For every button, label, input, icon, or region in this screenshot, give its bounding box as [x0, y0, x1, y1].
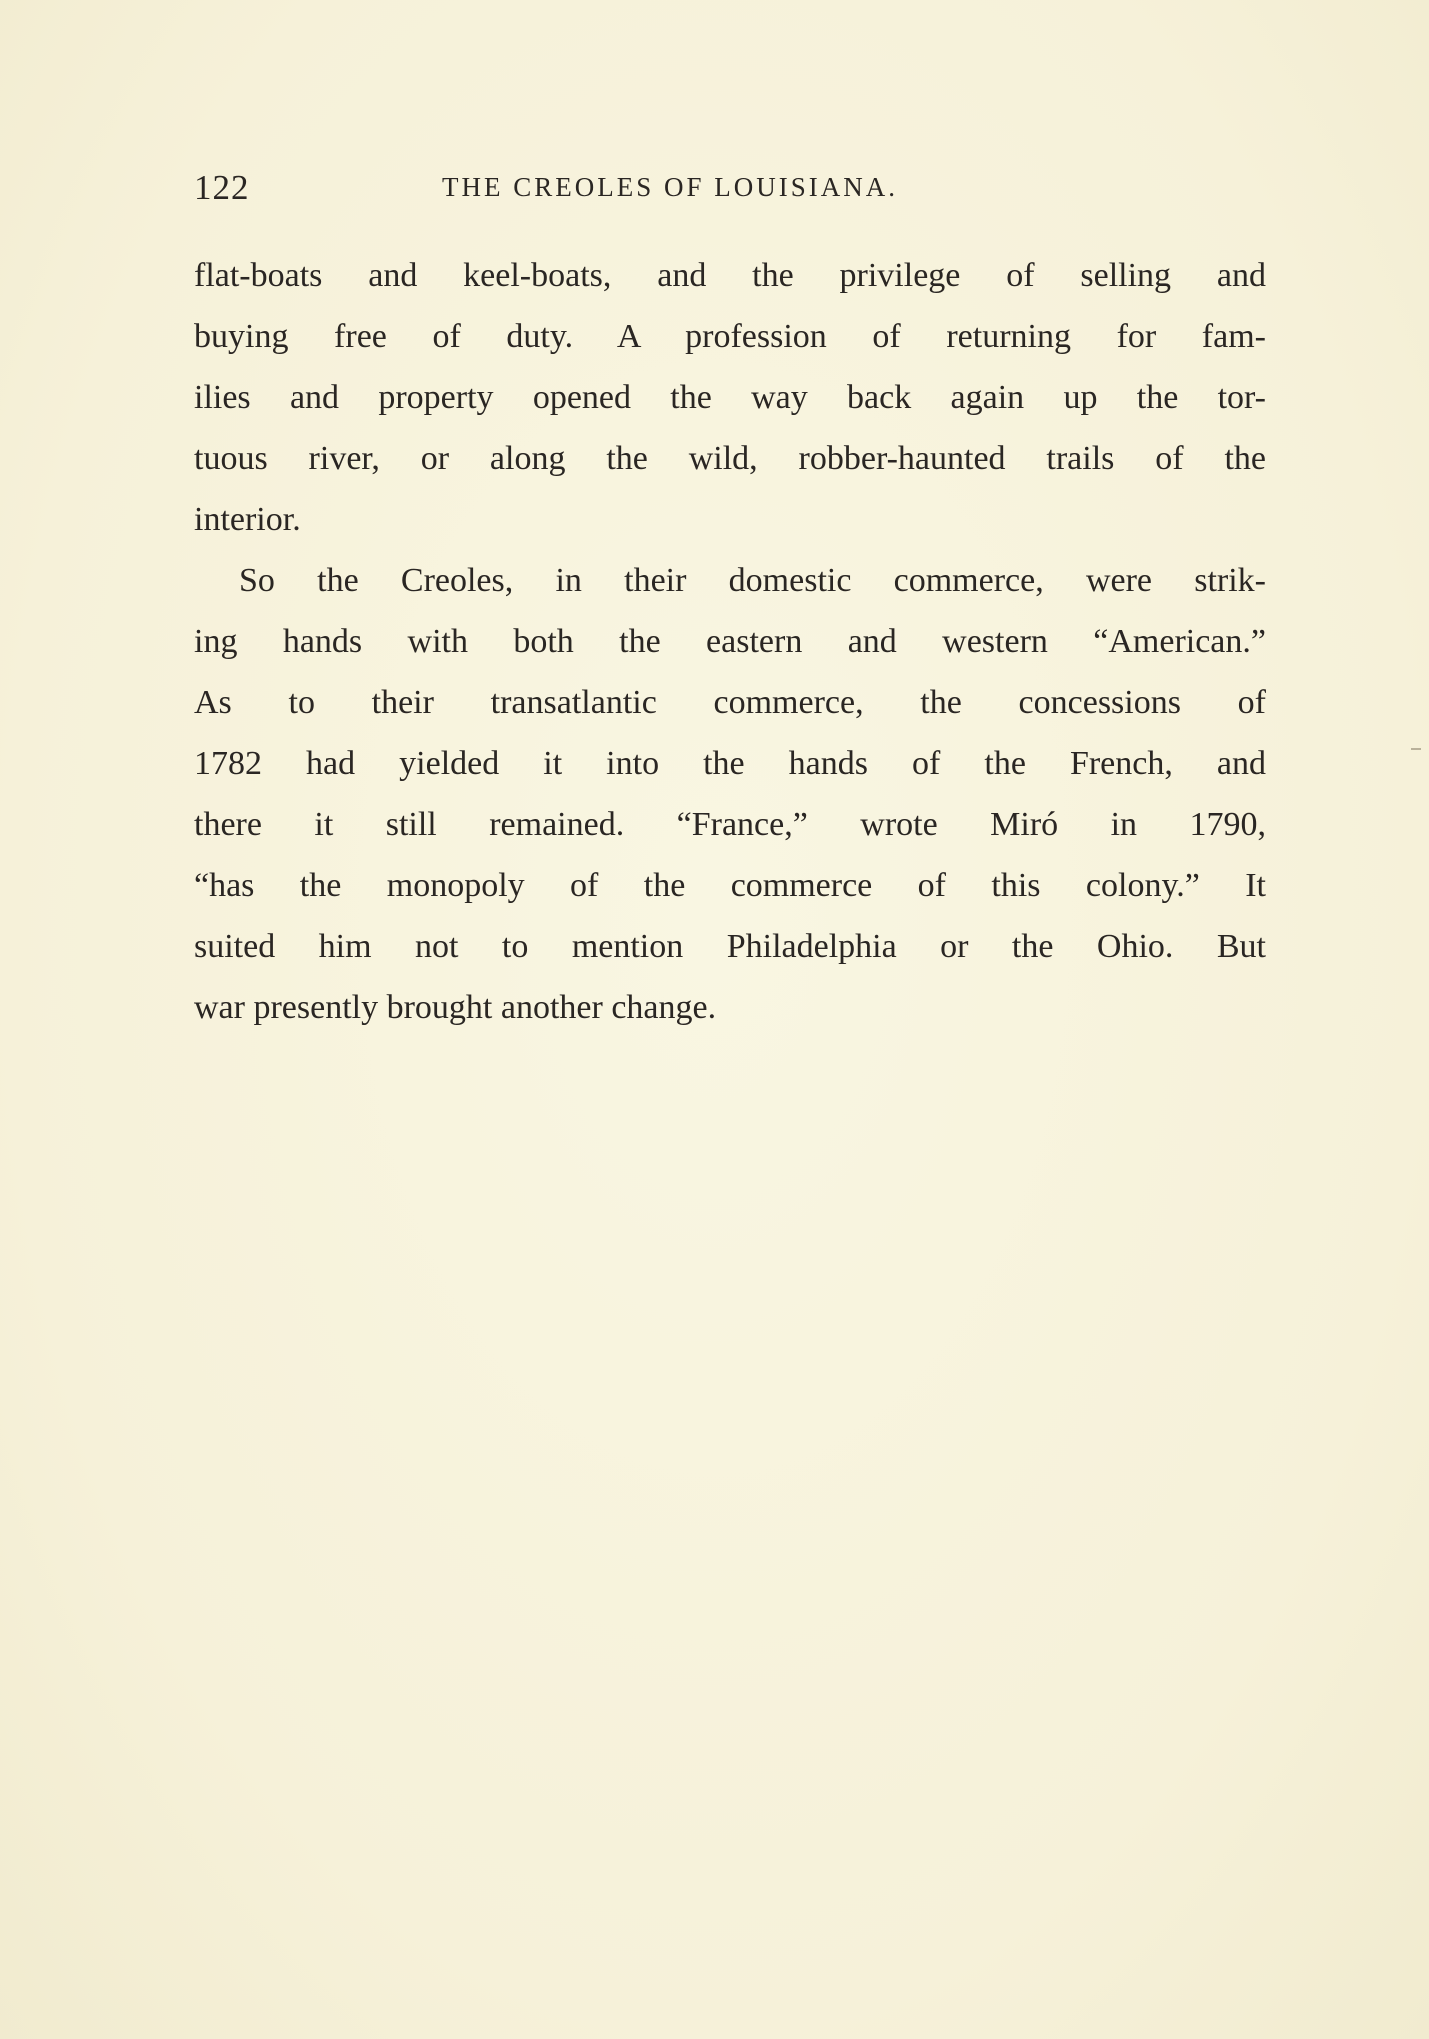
text-line: suited him not to mention Philadelphia or the Ohio. But: [194, 928, 1266, 965]
text-line: ing hands with both the eastern and western “American.”: [194, 623, 1266, 660]
page-number: 122: [194, 168, 250, 207]
text-line: 1782 had yielded it into the hands of the French, and: [194, 745, 1266, 782]
text-line: interior.: [194, 501, 301, 538]
text-line: there it still remained. “France,” wrote Miró in 1790,: [194, 806, 1266, 843]
margin-mark: [1411, 748, 1421, 750]
paragraph-start-line: So the Creoles, in their domestic commerce, were strik-: [239, 562, 1266, 599]
text-line: buying free of duty. A profession of returning for fam-: [194, 318, 1266, 355]
running-head: [194, 168, 1264, 218]
body-text: [194, 245, 1266, 1038]
text-line: flat-boats and keel-boats, and the privilege of selling and: [194, 257, 1266, 294]
running-title: THE CREOLES OF LOUISIANA.: [442, 172, 898, 202]
text-line: tuous river, or along the wild, robber-haunted trails of the: [194, 440, 1266, 477]
text-line: ilies and property opened the way back again up the tor-: [194, 379, 1266, 416]
text-line: war presently brought another change.: [194, 989, 717, 1026]
text-line: As to their transatlantic commerce, the concessions of: [194, 684, 1266, 721]
text-line: “has the monopoly of the commerce of this colony.” It: [194, 867, 1266, 904]
